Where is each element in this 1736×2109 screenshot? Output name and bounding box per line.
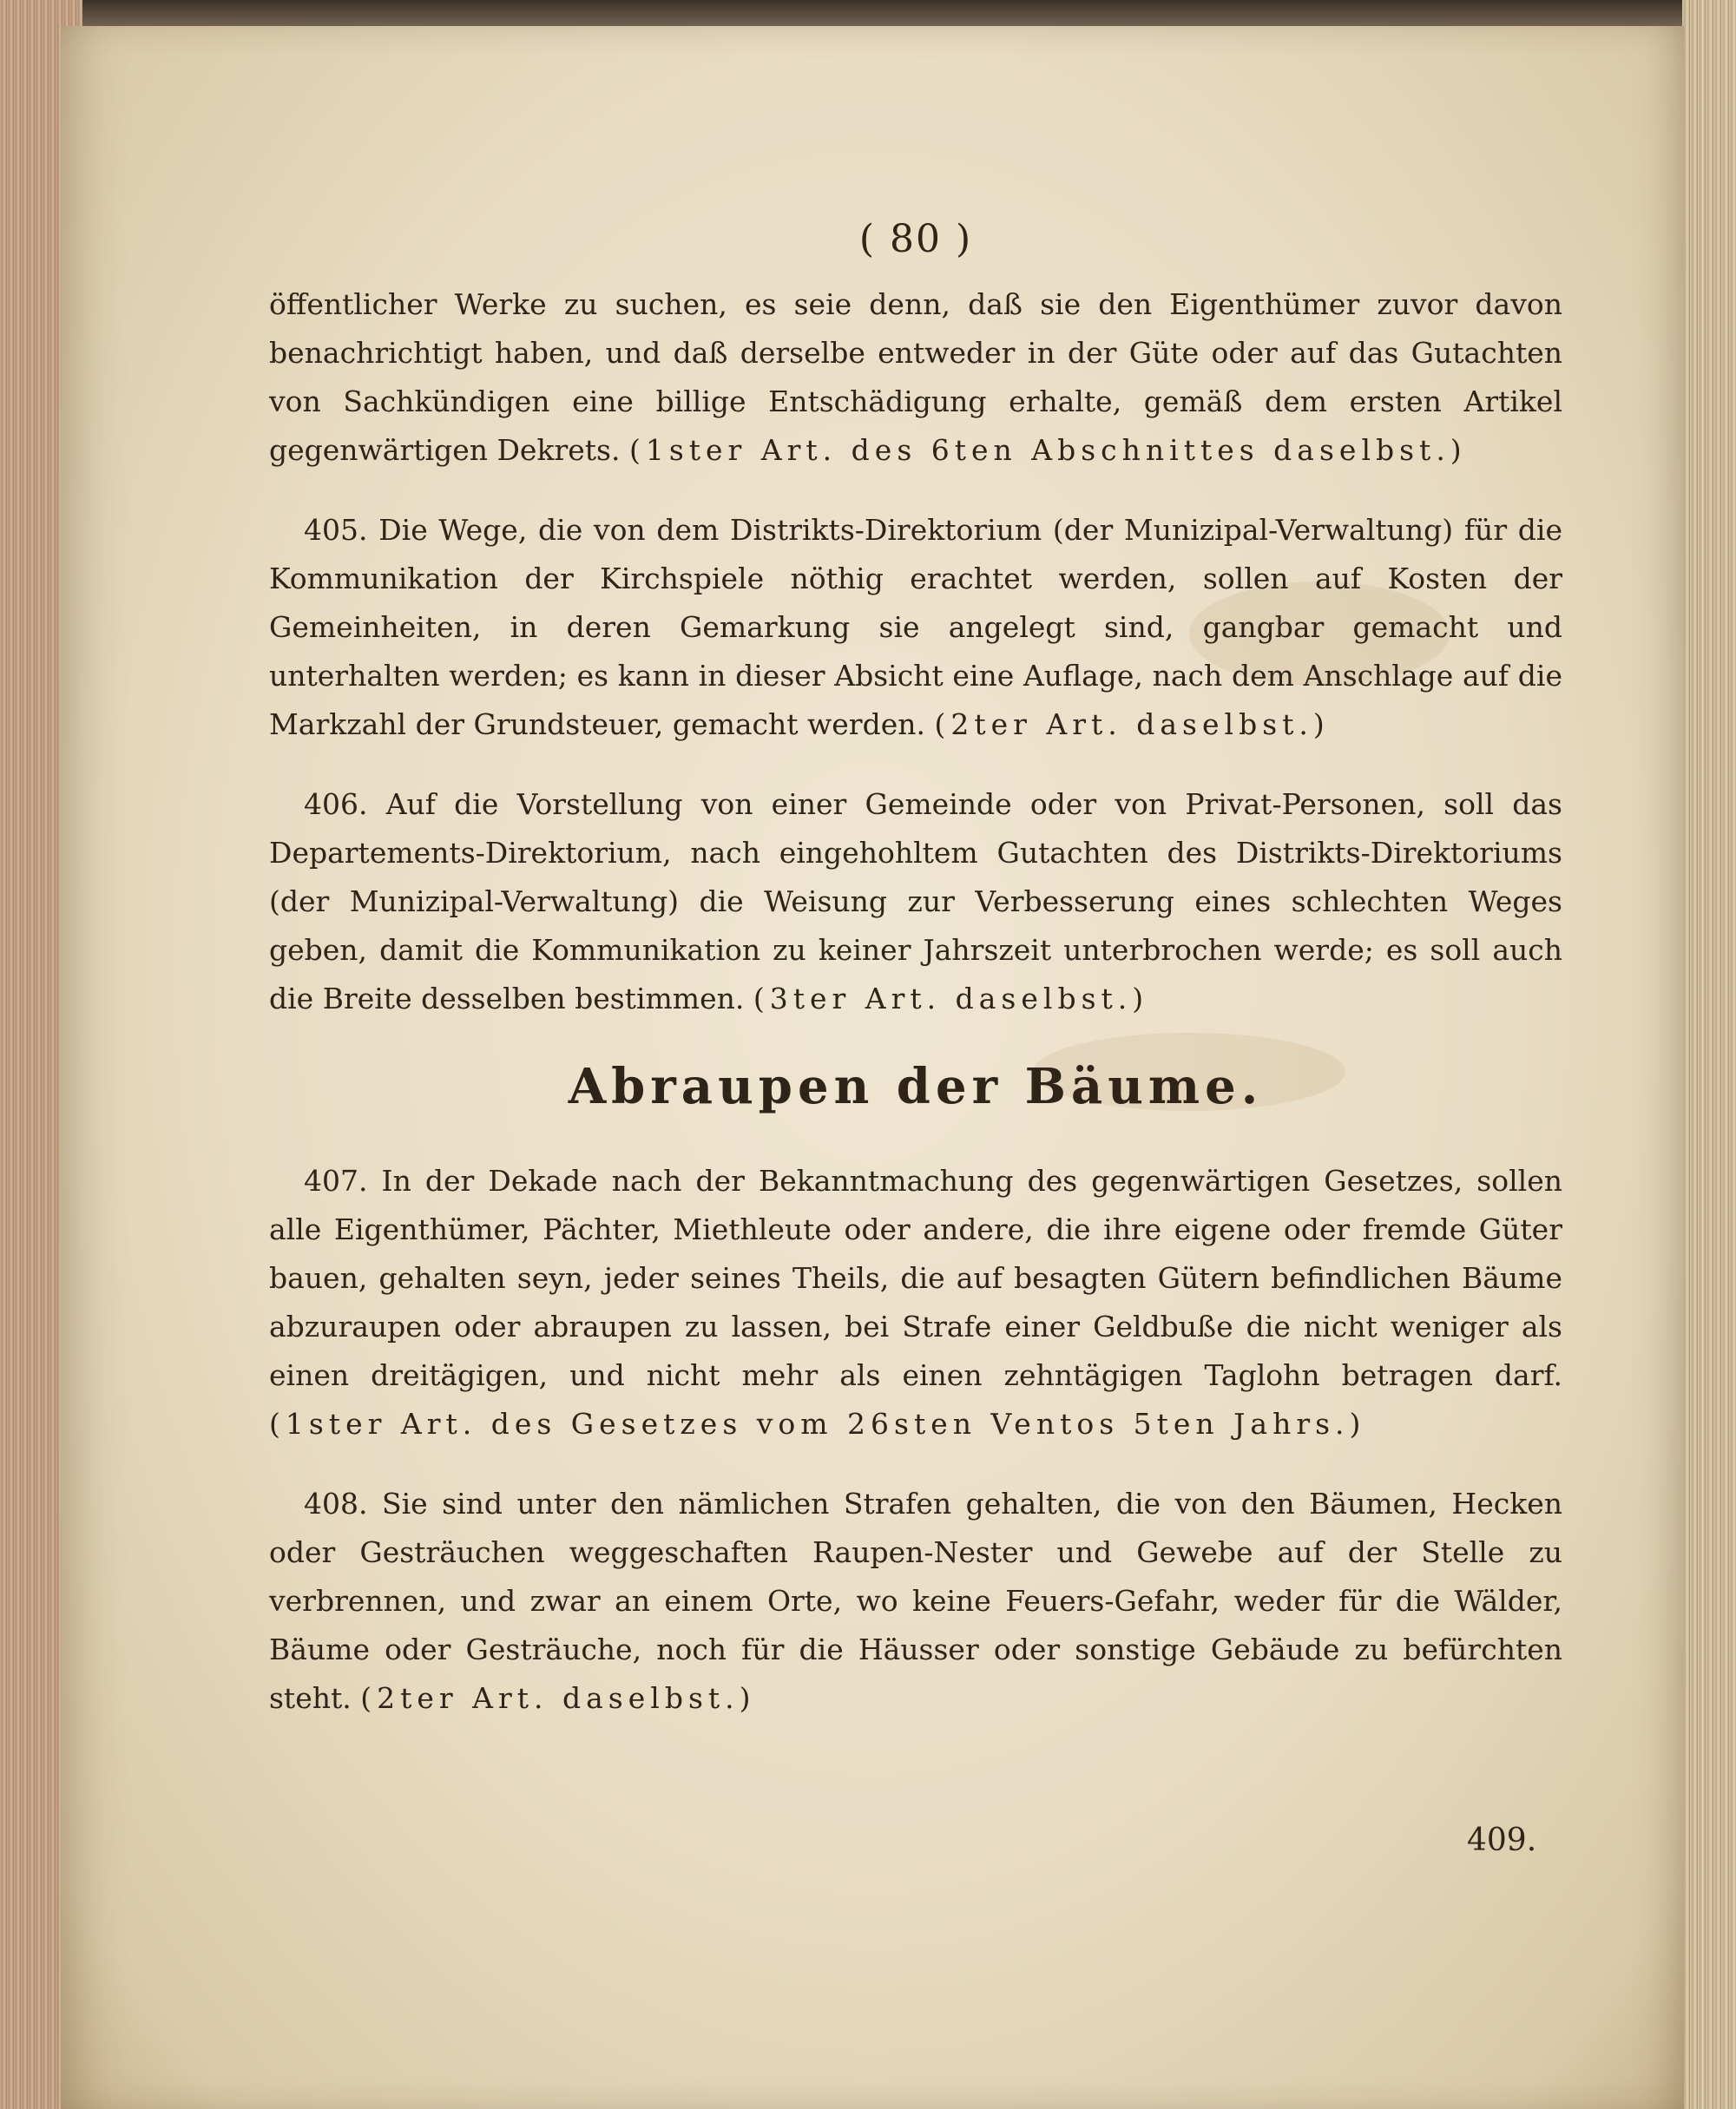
paragraph-reference: (1ster Art. des Gesetzes vom 26sten Ventos 5ten Jahrs.) (269, 1407, 1366, 1441)
paragraph-406 (269, 780, 1562, 1023)
paragraph-text: Die Wege, die von dem Distrikts-Direktorium (der Munizipal-Verwaltung) für die Kommunikation der Kirchspiele nöthig erachtet werden, sollen auf Kosten der Gemeinheiten, in deren Gemarkung sie angelegt sind, gangbar gemacht und unterhalten werden; es kann in dieser Absicht eine Auflage, nach dem Anschlage auf die Markzahl der Grundsteuer, gemacht werden. (269, 513, 1562, 741)
book-right-page-edges (1682, 0, 1736, 2109)
paragraph-reference: (1ster Art. des 6ten Abschnittes daselbst.) (628, 433, 1467, 467)
paragraph-reference: (2ter Art. daselbst.) (360, 1681, 756, 1715)
paragraph-text: Auf die Vorstellung von einer Gemeinde oder von Privat-Personen, soll das Departements-Direktorium, nach eingehohltem Gutachten des Distrikts-Direktoriums (der Munizipal-Verwaltung) die Weisung zur Verbesserung eines schlechten Weges geben, damit die Kommunikation zu keiner Jahrszeit unterbrochen werde; es soll auch die Breite desselben bestimmen. (269, 787, 1562, 1015)
paragraph-408 (269, 1480, 1562, 1723)
paragraph-number: 406. (304, 787, 368, 821)
paragraph-number: 408. (304, 1487, 368, 1521)
paragraph-405 (269, 506, 1562, 749)
paragraph-reference: (3ter Art. daselbst.) (753, 982, 1149, 1015)
paragraph-407 (269, 1157, 1562, 1449)
paragraph-text: In der Dekade nach der Bekanntmachung des gegenwärtigen Gesetzes, sollen alle Eigenthümer, Pächter, Miethleute oder andere, die ihre eigene oder fremde Güter bauen, gehalten seyn, jeder seines Theils, die auf besagten Gütern befindlichen Bäume abzuraupen oder abraupen zu lassen, bei Strafe einer Geldbuße die nicht weniger als einen dreitägigen, und nicht mehr als einen zehntägigen Taglohn betragen darf. (269, 1164, 1562, 1392)
paragraph-number: 407. (304, 1164, 368, 1198)
page-number-header: ( 80 ) (858, 217, 973, 261)
paragraph-text: Sie sind unter den nämlichen Strafen gehalten, die von den Bäumen, Hecken oder Gesträuchen weggeschaften Raupen-Nester und Gewebe auf der Stelle zu verbrennen, und zwar an einem Orte, wo keine Feuers-Gefahr, weder für die Wälder, Bäume oder Gesträuche, noch für die Häusser oder sonstige Gebäude zu befürchten steht. (269, 1487, 1562, 1715)
paragraph-number: 405. (304, 513, 368, 547)
catchword: 409. (1467, 1823, 1537, 1858)
paragraph-reference: (2ter Art. daselbst.) (934, 707, 1330, 741)
page-content (269, 217, 1562, 1754)
paragraph-text: öffentlicher Werke zu suchen, es seie denn, daß sie den Eigenthümer zuvor davon benachrichtigt haben, und daß derselbe entweder in der Güte oder auf das Gutachten von Sachkündigen eine billige Entschädigung erhalte, gemäß dem ersten Artikel gegenwärtigen Dekrets. (269, 287, 1562, 467)
paragraph-continued (269, 280, 1562, 475)
section-heading: Abraupen der Bäume. (568, 1058, 1264, 1115)
